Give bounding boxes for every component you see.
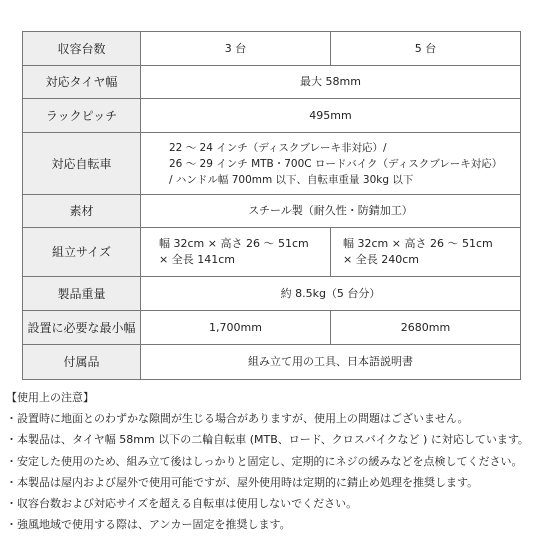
weight-value: 約 8.5kg（5 台分）: [141, 277, 521, 311]
compatible-bikes-line-1: 22 ～ 24 インチ（ディスクブレーキ非対応）/: [169, 141, 387, 154]
row-label-min-width: 設置に必要な最小幅: [23, 311, 141, 345]
table-row: [23, 311, 521, 345]
notes-heading: 【使用上の注意】: [6, 391, 94, 404]
assembled-size-5-value: [331, 228, 521, 277]
note-item: ・強風地域で使用する際は、アンカー固定を推奨します。: [6, 518, 291, 532]
table-row: [23, 99, 521, 133]
table-row: [23, 277, 521, 311]
note-item: ・本製品は屋内および屋外で使用可能ですが、屋外使用時は定期的に錆止め処理を推奨します。: [6, 475, 479, 489]
min-width-5-value: 2680mm: [331, 311, 521, 345]
row-label-accessories: 付属品: [23, 345, 141, 380]
usage-notes: [6, 387, 532, 535]
row-label-rack-pitch: ラックピッチ: [23, 99, 141, 133]
rack-pitch-value: 495mm: [141, 99, 521, 133]
table-row: [23, 228, 521, 277]
row-label-capacity: 収容台数: [23, 32, 141, 66]
row-label-weight: 製品重量: [23, 277, 141, 311]
assembled-size-3-line-2: × 全長 141cm: [159, 253, 235, 266]
table-row: [23, 195, 521, 228]
row-label-assembled-size: 組立サイズ: [23, 228, 141, 277]
assembled-size-3-value: [141, 228, 331, 277]
row-label-material: 素材: [23, 195, 141, 228]
capacity-5-value: 5 台: [331, 32, 521, 66]
table-row: [23, 133, 521, 195]
note-item: ・設置時に地面とのわずかな隙間が生じる場合がありますが、使用上の問題はございません。: [6, 412, 469, 426]
assembled-size-3-line-1: 幅 32cm × 高さ 26 ～ 51cm: [159, 237, 309, 250]
table-row: [23, 32, 521, 66]
assembled-size-5-line-2: × 全長 240cm: [343, 253, 419, 266]
note-item: ・本製品は、タイヤ幅 58mm 以下の二輪自転車 (MTB、ロード、クロスバイクなど ) に対応しています。: [6, 433, 529, 447]
min-width-3-value: 1,700mm: [141, 311, 331, 345]
spec-table: [22, 31, 521, 380]
accessories-value: 組み立て用の工具、日本語説明書: [141, 345, 521, 380]
tire-width-value: 最大 58mm: [141, 66, 521, 99]
table-row: [23, 66, 521, 99]
compatible-bikes-line-2: 26 ～ 29 インチ MTB・700C ロードバイク（ディスクブレーキ対応）: [169, 157, 503, 170]
capacity-3-value: 3 台: [141, 32, 331, 66]
compatible-bikes-line-3: / ハンドル幅 700mm 以下、自転車重量 30kg 以下: [169, 173, 414, 186]
row-label-tire-width: 対応タイヤ幅: [23, 66, 141, 99]
note-item: ・収容台数および対応サイズを超える自転車は使用しないでください。: [6, 497, 358, 511]
material-value: スチール製（耐久性・防錆加工）: [141, 195, 521, 228]
compatible-bikes-value: [141, 133, 521, 195]
note-item: ・安定した使用のため、組み立て後はしっかりと固定し、定期的にネジの緩みなどを点検してください。: [6, 454, 523, 468]
table-row: [23, 345, 521, 380]
assembled-size-5-line-1: 幅 32cm × 高さ 26 ～ 51cm: [343, 237, 493, 250]
row-label-compatible-bikes: 対応自転車: [23, 133, 141, 195]
